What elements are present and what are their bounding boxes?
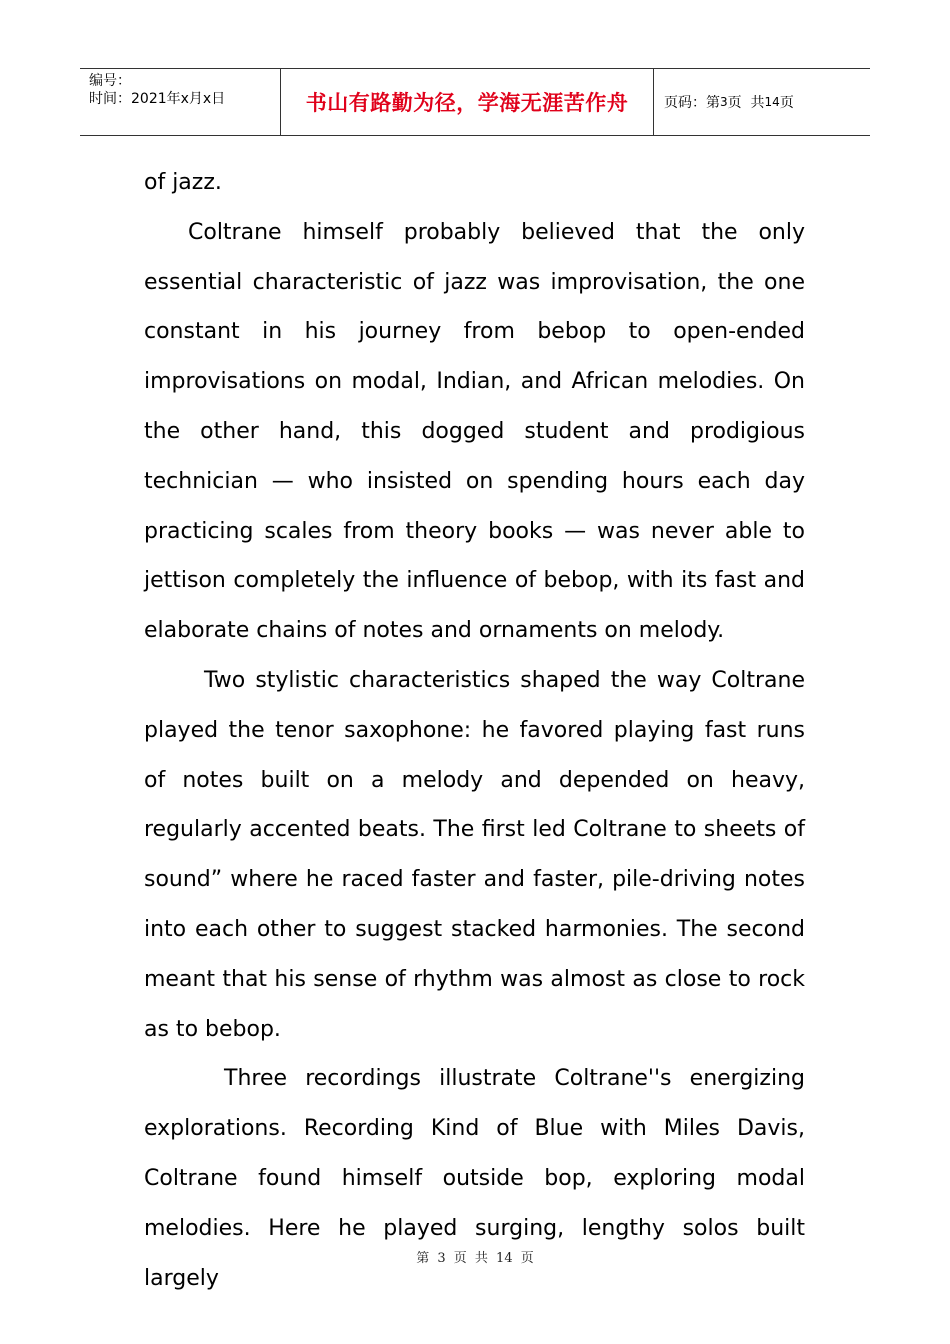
page-prefix: 页码：第 <box>664 95 720 111</box>
paragraph: Coltrane himself probably believed that the only essential characteristic of jazz was improvisation, the one constant in his journey from bebop to open-ended improvisations on modal, Indian, and African melodies. On the other hand, this dogged student and prodigious technician — who insisted on spending hours each day practicing scales from theory books — was never able to jettison completely the influence of bebop, with its fast and elaborate chains of notes and ornaments on melody. <box>144 219 805 644</box>
page-footer: 第 3 页 共 14 页 <box>416 1251 534 1266</box>
header-meta <box>80 69 281 135</box>
header-page-info <box>654 69 870 135</box>
paragraph: Three recordings illustrate Coltrane''s energizing explorations. Recording Kind of Blue with Miles Davis, Coltrane found himself outside bop, exploring modal melodies. Here he played surging, lengthy solos built largely <box>144 1066 805 1291</box>
document-number-label: 编号： <box>89 73 131 89</box>
paragraph: Two stylistic characteristics shaped the way Coltrane played the tenor saxophone: he favored playing fast runs of notes built on a melody and depended on heavy, regularly accented beats. The first led Coltrane to sheets of sound” where he raced faster and faster, pile-driving notes into each other to suggest stacked harmonies. The second meant that his sense of rhythm was almost as close to rock as to bebop. <box>144 667 805 1042</box>
header-motto: 书山有路勤为径，学海无涯苦作舟 <box>281 69 654 135</box>
paragraph: of jazz. <box>144 170 222 195</box>
document-time-label: 时间：2021年x月x日 <box>89 91 226 107</box>
page-suffix: 页 <box>779 95 794 111</box>
page-current: 3 <box>720 95 728 109</box>
page-total: 14 <box>764 95 780 109</box>
document-body <box>144 158 805 1303</box>
page-mid: 页 共 <box>727 95 765 111</box>
page-header <box>80 68 870 136</box>
